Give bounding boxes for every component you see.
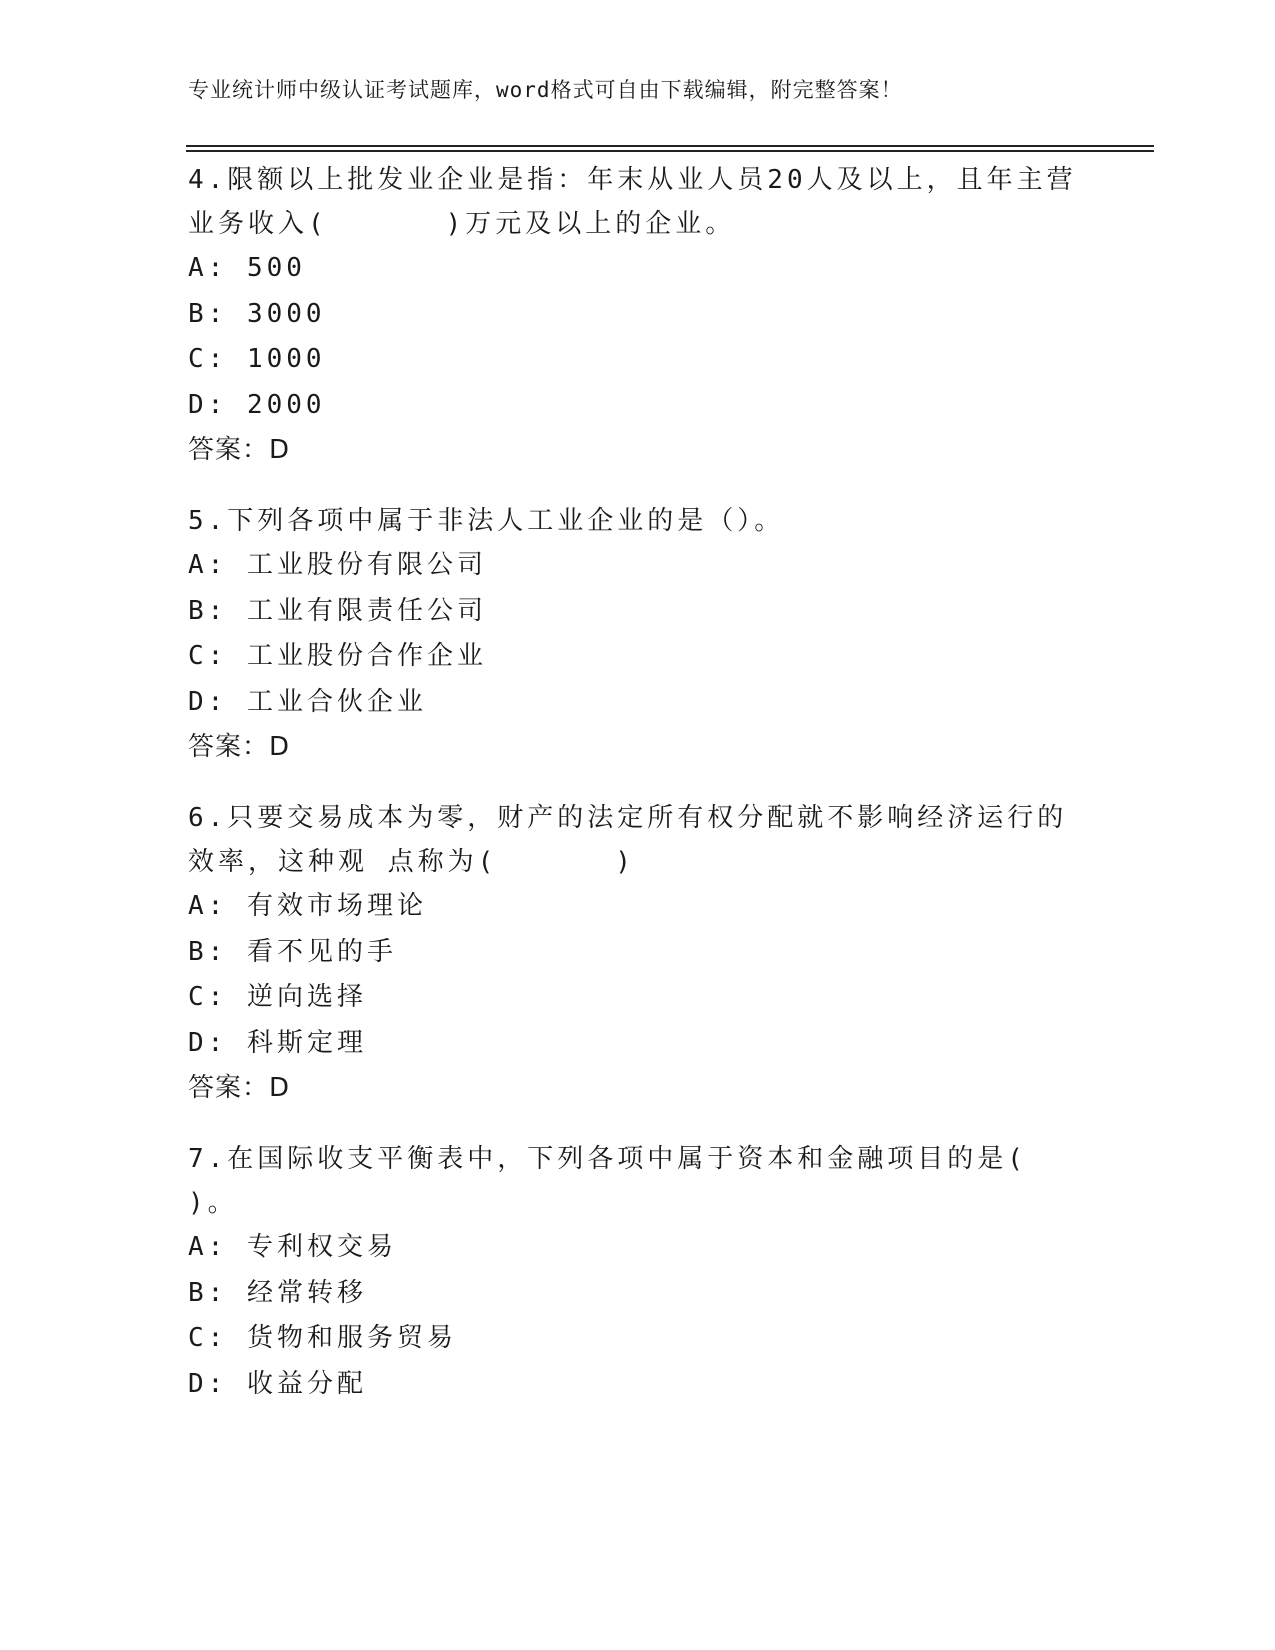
document-header: 专业统计师中级认证考试题库，word格式可自由下载编辑，附完整答案！ — [188, 78, 903, 102]
option-a: A: 工业股份有限公司 — [188, 550, 487, 580]
option-a: A: 500 — [188, 253, 306, 283]
option-c: C: 工业股份合作企业 — [188, 641, 487, 671]
option-b: B: 看不见的手 — [188, 936, 397, 967]
question-text: 7.在国际收支平衡表中，下列各项中属于资本和金融项目的是( )。 — [188, 1144, 1145, 1218]
question-text: 6.只要交易成本为零，财产的法定所有权分配就不影响经济运行的效率，这种观 点称为( ) — [188, 803, 1068, 877]
option-d: D: 工业合伙企业 — [188, 686, 427, 717]
question-5 — [188, 499, 1088, 770]
question-4 — [188, 158, 1088, 473]
answer-line: 答案：D — [188, 732, 291, 762]
question-7 — [188, 1137, 1145, 1407]
option-d: D: 2000 — [188, 389, 326, 420]
question-text: 5.下列各项中属于非法人工业企业的是（）。 — [188, 506, 785, 536]
answer-line: 答案：D — [188, 435, 291, 465]
option-list — [188, 543, 1088, 725]
header-double-rule — [186, 145, 1154, 152]
option-b: B: 工业有限责任公司 — [188, 595, 487, 626]
option-d: D: 科斯定理 — [188, 1027, 367, 1058]
option-list — [188, 246, 1088, 428]
option-b: B: 经常转移 — [188, 1277, 367, 1308]
option-c: C: 1000 — [188, 344, 326, 374]
option-c: C: 货物和服务贸易 — [188, 1323, 457, 1353]
question-list — [188, 158, 1145, 1433]
option-list — [188, 884, 1088, 1066]
option-a: A: 有效市场理论 — [188, 891, 427, 921]
question-text: 4.限额以上批发业企业是指：年末从业人员20人及以上，且年主营业务收入( )万元及以上的企业。 — [188, 165, 1077, 239]
option-list — [188, 1225, 1088, 1407]
answer-line: 答案：D — [188, 1073, 291, 1103]
option-b: B: 3000 — [188, 298, 326, 329]
option-c: C: 逆向选择 — [188, 982, 367, 1012]
question-6 — [188, 796, 1088, 1111]
option-a: A: 专利权交易 — [188, 1232, 397, 1262]
option-d: D: 收益分配 — [188, 1368, 367, 1399]
